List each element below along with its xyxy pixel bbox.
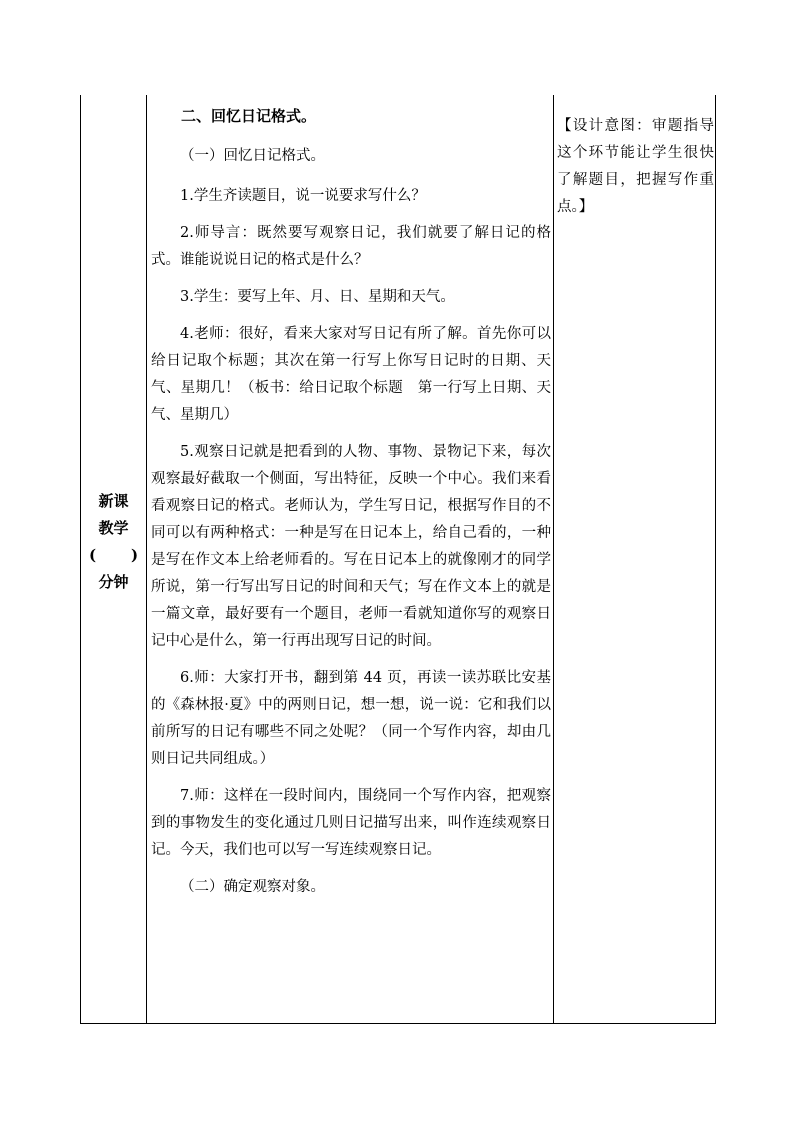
paren-open: ( — [89, 546, 97, 564]
stage-column — [81, 95, 147, 1023]
paragraph-3: 3.学生：要写上年、月、日、星期和天气。 — [180, 289, 455, 305]
lesson-content — [151, 103, 551, 911]
lesson-table — [80, 95, 716, 1024]
paragraph-5: 5.观察日记就是把看到的人物、事物、景物记下来，每次观察最好截取一个侧面，写出特征，反映一个中心。我们来看看观察日记的格式。老师认为，学生写日记，根据写作目的不同可以有两种格式：一种是写在日记本上，给自己看的，一种是写在作文本上给老师看的。写在日记本上的就像刚才的同学所说，第一行写出写日记的时间和天气；写在作文本上的就是一篇文章，最好要有一个题目，老师一看就知道你写的观察日记中心是什么，第一行再出现写日记的时间。 — [151, 444, 551, 649]
subsection-heading-2: （二）确定观察对象。 — [180, 879, 325, 895]
paragraph-4: 4.老师：很好，看来大家对写日记有所了解。首先你可以给日记取个标题；其次在第一行写上你写日记时的日期、天气、星期几！（板书：给日记取个标题 第一行写上日期、天气、星期几） — [151, 326, 551, 423]
subsection-heading-1: （一）回忆日记格式。 — [180, 148, 325, 164]
content-column — [147, 95, 554, 1023]
stage-label — [81, 488, 146, 596]
paragraph-7: 7.师：这样在一段时间内，围绕同一个写作内容，把观察到的事物发生的变化通过几则日记描写出来，叫作连续观察日记。今天，我们也可以写一写连续观察日记。 — [151, 788, 551, 858]
paragraph-1: 1.学生齐读题目，说一说要求写什么？ — [180, 188, 426, 204]
paren-close: ) — [131, 546, 139, 564]
stage-label-line1: 新课 — [98, 492, 129, 510]
section-heading: 二、回忆日记格式。 — [181, 107, 317, 125]
stage-label-line4: 分钟 — [98, 573, 129, 591]
design-note-column — [554, 95, 715, 1023]
paragraph-2: 2.师导言：既然要写观察日记，我们就要了解日记的格式。谁能说说日记的格式是什么？ — [151, 225, 551, 268]
design-note: 【设计意图：审题指导这个环节能让学生很快了解题目，把握写作重点。】 — [557, 118, 714, 215]
stage-label-line2: 教学 — [98, 519, 129, 537]
paragraph-6: 6.师：大家打开书，翻到第 44 页，再读一读苏联比安基的《森林报·夏》中的两则日记，想一想，说一说：它和我们以前所写的日记有哪些不同之处呢？（同一个写作内容，却由几则日记共同组成。） — [151, 670, 551, 767]
stage-label-minutes-blank — [81, 542, 146, 569]
